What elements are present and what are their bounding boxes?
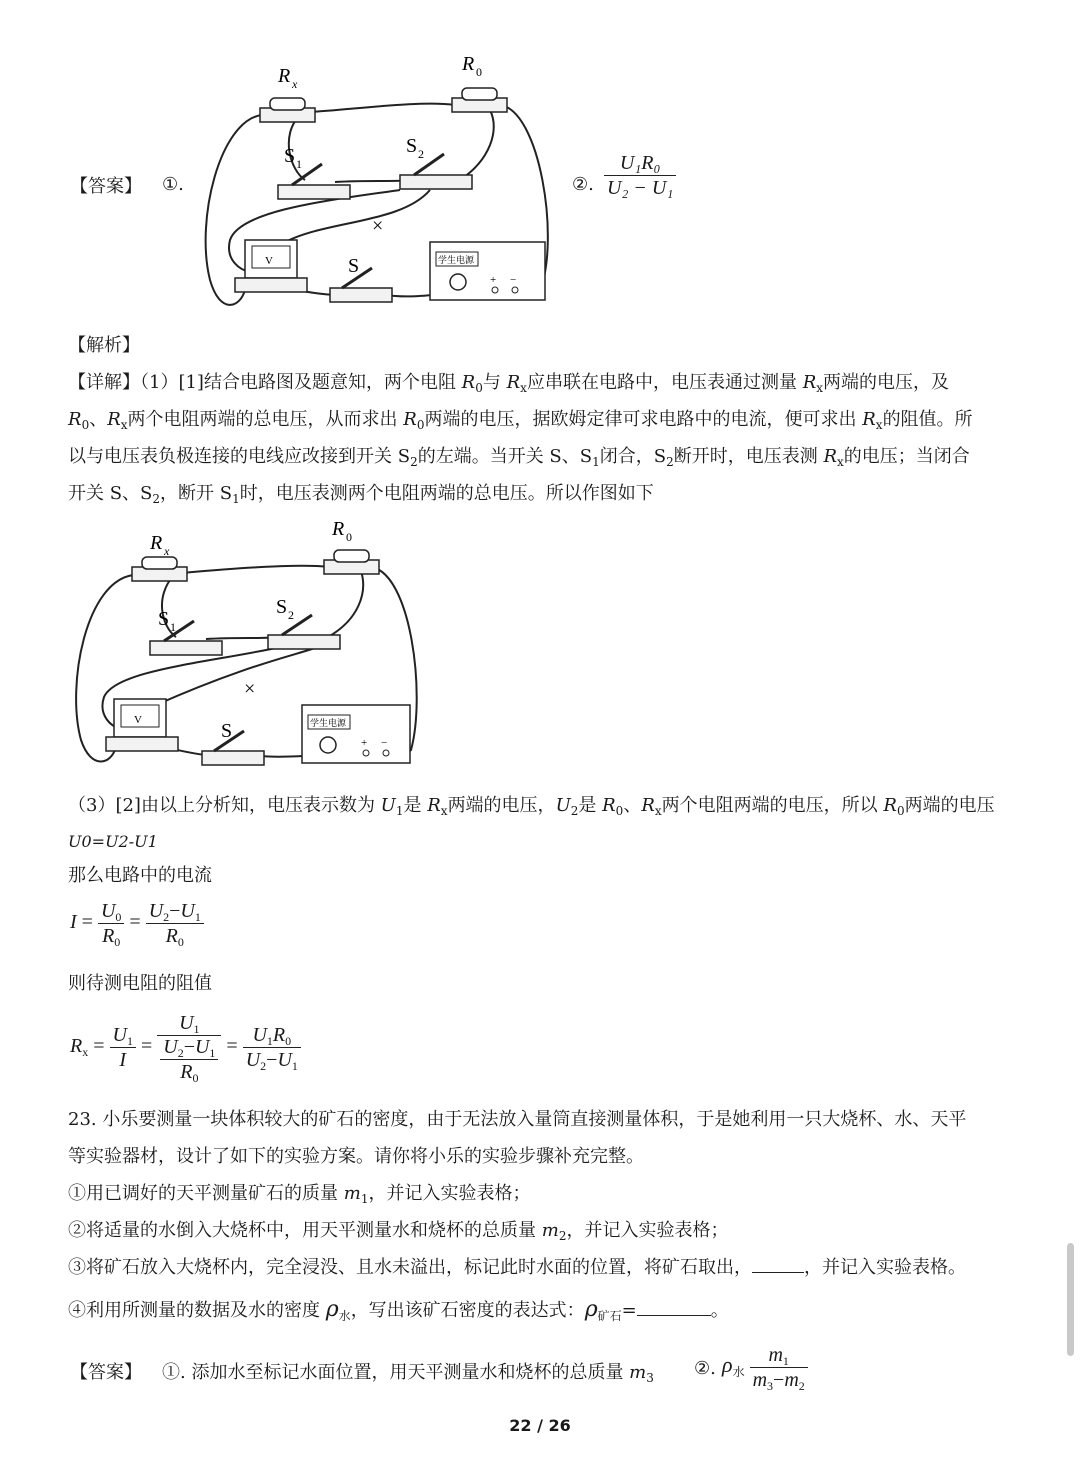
sub: 1 — [360, 1192, 369, 1206]
label-s1: S — [284, 145, 296, 167]
text: 与 — [482, 372, 507, 393]
text: ，断开 S — [160, 483, 233, 504]
symbol: I — [119, 1049, 127, 1071]
plus-label: + — [490, 274, 497, 286]
symbol: R — [641, 795, 655, 816]
symbol: R — [862, 409, 876, 430]
sub: x — [82, 1045, 89, 1060]
voltmeter — [235, 240, 307, 292]
text: 断开时，电压表测 — [673, 446, 824, 467]
detail-line-1 — [68, 371, 949, 395]
circuit-diagram-corrected — [66, 515, 426, 785]
symbol: U — [277, 1049, 292, 1071]
label-s2: S — [406, 135, 418, 157]
sub: x — [654, 804, 662, 818]
text: ④利用所测量的数据及水的密度 — [68, 1300, 326, 1321]
text: = — [621, 1300, 637, 1321]
text: 两端的电压，据欧姆定律可求电路中的电流，便可求出 — [424, 409, 863, 430]
label-rx: R — [278, 65, 291, 87]
sub: 0 — [192, 1071, 199, 1085]
symbol: R — [272, 1024, 286, 1046]
switch-s-2 — [202, 720, 264, 765]
text: 时，电压表测两个电阻两端的总电压。所以作图如下 — [239, 483, 654, 504]
symbol: R — [461, 372, 476, 393]
switch-s1 — [278, 145, 350, 199]
sub: 0 — [475, 381, 483, 395]
text: （3）[2]由以上分析知，电压表示数为 — [68, 795, 381, 816]
circuit-diagram-original — [200, 40, 560, 330]
sub: x — [120, 418, 128, 432]
text: 、 — [623, 795, 642, 816]
label-rx-sub: x — [292, 77, 298, 91]
text: （1）[1]结合电路图及题意知，两个电阻 — [140, 372, 462, 393]
analysis-label: 【解析】 — [68, 335, 140, 356]
symbol: m — [768, 1344, 783, 1366]
answer-formula-1 — [604, 152, 676, 199]
fraction — [243, 1024, 301, 1071]
voltmeter-label: V — [265, 255, 273, 267]
text: ，并记入实验表格； — [566, 1220, 729, 1241]
symbol: R — [102, 925, 115, 947]
label-rx-sub: x — [164, 544, 170, 558]
symbol: ρ — [325, 1297, 339, 1322]
equals: = — [140, 1035, 153, 1058]
sub: x — [837, 455, 844, 469]
answer-2-part-1 — [162, 1358, 654, 1384]
q23-step-3 — [68, 1256, 966, 1280]
sub: 水 — [338, 1309, 351, 1323]
sub: 2 — [666, 455, 674, 469]
equals: = — [129, 911, 141, 934]
label-s: S — [348, 255, 360, 277]
sub: 0 — [896, 804, 905, 818]
symbol: U — [245, 1049, 261, 1071]
q23-step-1 — [68, 1182, 530, 1206]
symbol: U — [148, 900, 164, 922]
wire — [460, 110, 494, 180]
q23-stem-line-2: 等实验器材，设计了如下的实验方案。请你将小乐的实验步骤补充完整。 — [68, 1146, 644, 1167]
text: 的阻值。所 — [882, 409, 973, 430]
text: 。 — [710, 1300, 729, 1321]
label-s2: S — [276, 596, 288, 618]
sub: 1 — [193, 1022, 200, 1036]
u0-equation: U0=U2-U1 — [68, 832, 158, 851]
minus: − — [773, 1369, 785, 1391]
sub: 水 — [732, 1365, 745, 1380]
text: 应串联在电路中，电压表通过测量 — [526, 372, 803, 393]
resistance-text: 则待测电阻的阻值 — [68, 973, 212, 994]
detail-label: 【详解】 — [68, 372, 140, 393]
fraction — [146, 900, 204, 947]
resistance-equation — [70, 1012, 301, 1083]
sub: 1 — [782, 1354, 789, 1368]
inner-fraction — [160, 1036, 218, 1083]
label-r0-sub: 0 — [476, 65, 482, 79]
resistor-rx — [260, 65, 315, 122]
label-r0-sub: 0 — [346, 530, 352, 544]
text: 的电压；当闭合 — [843, 446, 970, 467]
symbol: m — [541, 1220, 559, 1241]
cross-mark: × — [372, 215, 384, 237]
sub: 1 — [291, 1059, 298, 1073]
text: ①用已调好的天平测量矿石的质量 — [68, 1183, 344, 1204]
wire — [310, 104, 455, 112]
switch-s2 — [400, 135, 472, 189]
sub: x — [875, 418, 883, 432]
minus: − — [266, 1049, 278, 1071]
equals: = — [81, 911, 93, 934]
symbol: U — [163, 1036, 178, 1058]
answer-marker-2: ②. — [572, 174, 594, 195]
sub: 1 — [126, 1034, 133, 1048]
label-rx: R — [150, 532, 163, 554]
symbol: m — [752, 1369, 768, 1391]
sub: 2 — [570, 804, 579, 818]
symbol: R — [107, 409, 121, 430]
answer-label: 【答案】 — [70, 176, 142, 197]
detail-line-4 — [68, 482, 654, 506]
q23-stem-line-1: 23. 小乐要测量一块体积较大的矿石的密度，由于无法放入量筒直接测量体积，于是她利用一只大烧杯、水、天平 — [68, 1109, 967, 1130]
symbol: R — [802, 372, 817, 393]
symbol: ρ — [584, 1297, 598, 1322]
text: 闭合，S — [599, 446, 667, 467]
cross-mark: × — [244, 678, 256, 700]
switch-s2-2 — [268, 596, 340, 649]
sub: 0 — [81, 418, 90, 432]
sub: 0 — [285, 1034, 292, 1048]
symbol: m — [784, 1369, 799, 1391]
compound-fraction — [157, 1012, 221, 1083]
symbol: m — [343, 1183, 361, 1204]
sub: 1 — [194, 910, 201, 924]
sub: 3 — [767, 1379, 774, 1393]
q23-step-4 — [68, 1298, 729, 1323]
label-s2-sub: 2 — [418, 147, 424, 161]
text: ③将矿石放入大烧杯内，完全浸没、且水未溢出，标记此时水面的位置，将矿石取出， — [68, 1257, 752, 1278]
sub: 2 — [177, 1046, 184, 1060]
fraction-numerator: U₁R₀ — [604, 152, 676, 176]
detail-line-3 — [68, 445, 970, 469]
power-supply-2 — [302, 705, 410, 763]
symbol: U — [252, 1024, 267, 1046]
symbol: R — [427, 795, 441, 816]
symbol: U — [380, 795, 396, 816]
voltmeter-label: V — [134, 714, 142, 726]
current-equation — [70, 900, 204, 947]
symbol: U — [180, 900, 195, 922]
answer-blank-1[interactable] — [752, 1272, 804, 1273]
symbol: U — [555, 795, 571, 816]
fraction — [98, 900, 124, 947]
text: 两端的电压，及 — [823, 372, 950, 393]
symbol: R — [883, 795, 897, 816]
voltmeter-2 — [106, 699, 178, 751]
scrollbar-thumb[interactable] — [1067, 1243, 1074, 1356]
text: 两端的电压， — [447, 795, 556, 816]
label-s: S — [221, 720, 233, 742]
sub: 0 — [177, 935, 184, 949]
text: ②将适量的水倒入大烧杯中，用天平测量水和烧杯的总质量 — [68, 1220, 542, 1241]
label-s1-sub: 1 — [170, 620, 176, 634]
label-s1-sub: 1 — [296, 157, 302, 171]
sub: x — [520, 381, 527, 395]
symbol: m — [629, 1362, 647, 1383]
answer-blank-2[interactable] — [637, 1315, 711, 1316]
fraction — [110, 1024, 136, 1071]
label-s2-sub: 2 — [288, 608, 294, 622]
sub: 2 — [260, 1059, 267, 1073]
sub: 2 — [558, 1229, 567, 1243]
sub: 1 — [395, 804, 404, 818]
minus-label: − — [510, 274, 517, 286]
sub: 0 — [114, 935, 121, 949]
text: 、 — [89, 409, 108, 430]
text: 的左端。当开关 S、S — [417, 446, 593, 467]
detail-line-2 — [68, 408, 973, 432]
plus-label: + — [361, 737, 368, 749]
answer-2-formula — [722, 1344, 808, 1391]
sub: 1 — [266, 1034, 273, 1048]
symbol: R — [165, 925, 178, 947]
sub: 1 — [232, 492, 240, 506]
symbol: R — [180, 1061, 193, 1083]
minus-label: − — [381, 737, 388, 749]
symbol: R — [823, 446, 838, 467]
resistor-r0-2 — [324, 518, 379, 574]
answer-2-marker: ②. — [694, 1358, 716, 1379]
resistor-rx-2 — [132, 532, 187, 581]
minus: − — [183, 1036, 195, 1058]
label-r0: R — [332, 518, 345, 540]
resistor-r0 — [452, 53, 507, 112]
q23-step-2 — [68, 1219, 728, 1243]
sub: 0 — [416, 418, 425, 432]
symbol: U — [112, 1024, 127, 1046]
symbol: I — [70, 911, 77, 934]
text: 两端的电压 — [904, 795, 995, 816]
fraction — [604, 152, 676, 199]
symbol: U — [194, 1036, 210, 1058]
sub: 0 — [615, 804, 624, 818]
fraction-denominator: U₂ − U₁ — [607, 177, 674, 199]
power-supply-label: 学生电源 — [310, 718, 347, 728]
symbol: R — [506, 372, 521, 393]
equals: = — [93, 1035, 105, 1058]
symbol: R — [70, 1035, 83, 1058]
text: 以与电压表负极连接的电线应改接到开关 S — [68, 446, 411, 467]
label-r0: R — [462, 53, 475, 75]
sub: 2 — [152, 492, 161, 506]
minus: − — [169, 900, 181, 922]
label-s1: S — [158, 608, 170, 630]
text: 开关 S、S — [68, 483, 153, 504]
switch-s1-2 — [150, 608, 222, 655]
symbol: R — [403, 409, 417, 430]
sub: 1 — [592, 455, 600, 469]
text: 两个电阻两端的电压，所以 — [661, 795, 884, 816]
fraction — [750, 1344, 808, 1391]
detail-line-5 — [68, 794, 995, 818]
symbol: R — [68, 409, 82, 430]
sub: 2 — [798, 1379, 805, 1393]
page-number: 22 / 26 — [509, 1416, 571, 1435]
symbol: U — [100, 900, 116, 922]
sub: x — [816, 381, 824, 395]
sub: x — [440, 804, 448, 818]
equals: = — [226, 1035, 238, 1058]
sub: 3 — [646, 1371, 654, 1385]
symbol: R — [602, 795, 616, 816]
answer-marker-1: ①. — [162, 174, 184, 195]
switch-s — [330, 255, 392, 302]
text: ①. 添加水至标记水面位置，用天平测量水和烧杯的总质量 — [162, 1362, 630, 1383]
sub: 2 — [163, 910, 170, 924]
text: 是 — [578, 795, 603, 816]
text: 是 — [403, 795, 428, 816]
text: ，写出该矿石密度的表达式： — [350, 1300, 585, 1321]
text: ，并记入实验表格。 — [804, 1257, 966, 1278]
sub: 矿石 — [597, 1309, 622, 1323]
text: 两个电阻两端的总电压，从而求出 — [127, 409, 404, 430]
power-supply — [430, 242, 545, 300]
answer-label-2: 【答案】 — [70, 1362, 142, 1383]
text: ，并记入实验表格； — [368, 1183, 531, 1204]
sub: 0 — [115, 910, 122, 924]
symbol: ρ — [722, 1352, 733, 1378]
symbol: U — [179, 1012, 194, 1034]
power-supply-label: 学生电源 — [438, 255, 475, 265]
sub: 1 — [209, 1046, 216, 1060]
sub: 2 — [410, 455, 418, 469]
current-text: 那么电路中的电流 — [68, 865, 212, 886]
